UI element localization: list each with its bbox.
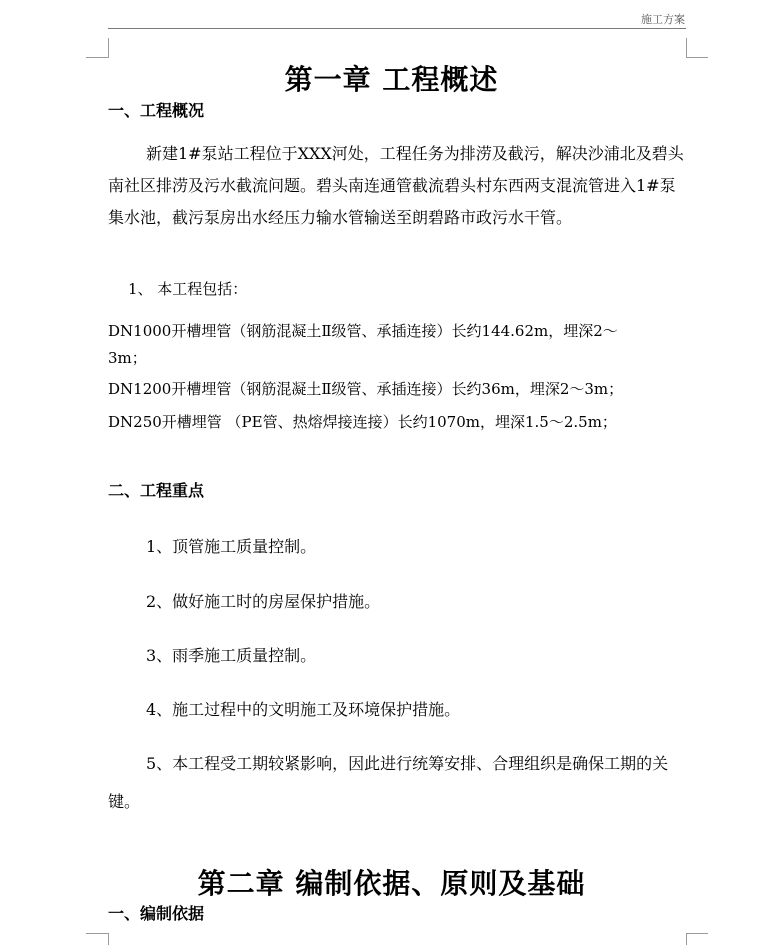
crop-mark-bottom-left-vertical xyxy=(108,933,109,945)
key-point-4: 4、施工过程中的文明施工及环境保护措施。 xyxy=(146,700,461,719)
chapter1-section2-heading: 二、工程重点 xyxy=(108,481,205,500)
key-point-1: 1、顶管施工质量控制。 xyxy=(146,537,317,556)
key-point-3: 3、雨季施工质量控制。 xyxy=(146,646,317,665)
chapter2-section1-heading: 一、编制依据 xyxy=(108,904,205,923)
crop-mark-bottom-right xyxy=(686,933,708,934)
header-divider xyxy=(108,28,686,29)
scope-item-3: DN250开槽埋管 （PE管、热熔焊接连接）长约1070m，埋深1.5～2.5m； xyxy=(108,413,617,431)
page-header-text: 施工方案 xyxy=(641,13,685,26)
chapter2-title: 第二章 编制依据、原则及基础 xyxy=(197,867,586,900)
scope-item-1: DN1000开槽埋管（钢筋混凝土Ⅱ级管、承插连接）长约144.62m，埋深2～ xyxy=(108,322,618,340)
chapter1-title: 第一章 工程概述 xyxy=(284,63,499,96)
chapter1-section1-heading: 一、工程概况 xyxy=(108,101,205,120)
key-point-5: 5、本工程受工期较紧影响，因此进行统筹安排、合理组织是确保工期的关键。 xyxy=(108,754,669,811)
scope-item-2: DN1200开槽埋管（钢筋混凝土Ⅱ级管、承插连接）长约36m，埋深2～3m； xyxy=(108,380,624,398)
scope-item-1-continued: 3m； xyxy=(108,349,147,367)
crop-mark-top-left-vertical xyxy=(108,38,109,58)
crop-mark-bottom-left xyxy=(86,933,108,934)
crop-mark-bottom-right-vertical xyxy=(686,933,687,945)
key-point-2: 2、做好施工时的房屋保护措施。 xyxy=(146,592,381,611)
crop-mark-top-right-vertical xyxy=(686,38,687,58)
chapter1-intro-paragraph: 新建1#泵站工程位于XXX河处，工程任务为排涝及截污，解决沙浦北及碧头南社区排涝及污水截流问题。碧头南连通管截流碧头村东西两支混流管进入1#泵集水池，截污泵房出水经压力输水管输送至朗碧路市政污水干管。 xyxy=(108,144,684,227)
scope-list-intro: 1、 本工程包括： xyxy=(128,280,248,298)
